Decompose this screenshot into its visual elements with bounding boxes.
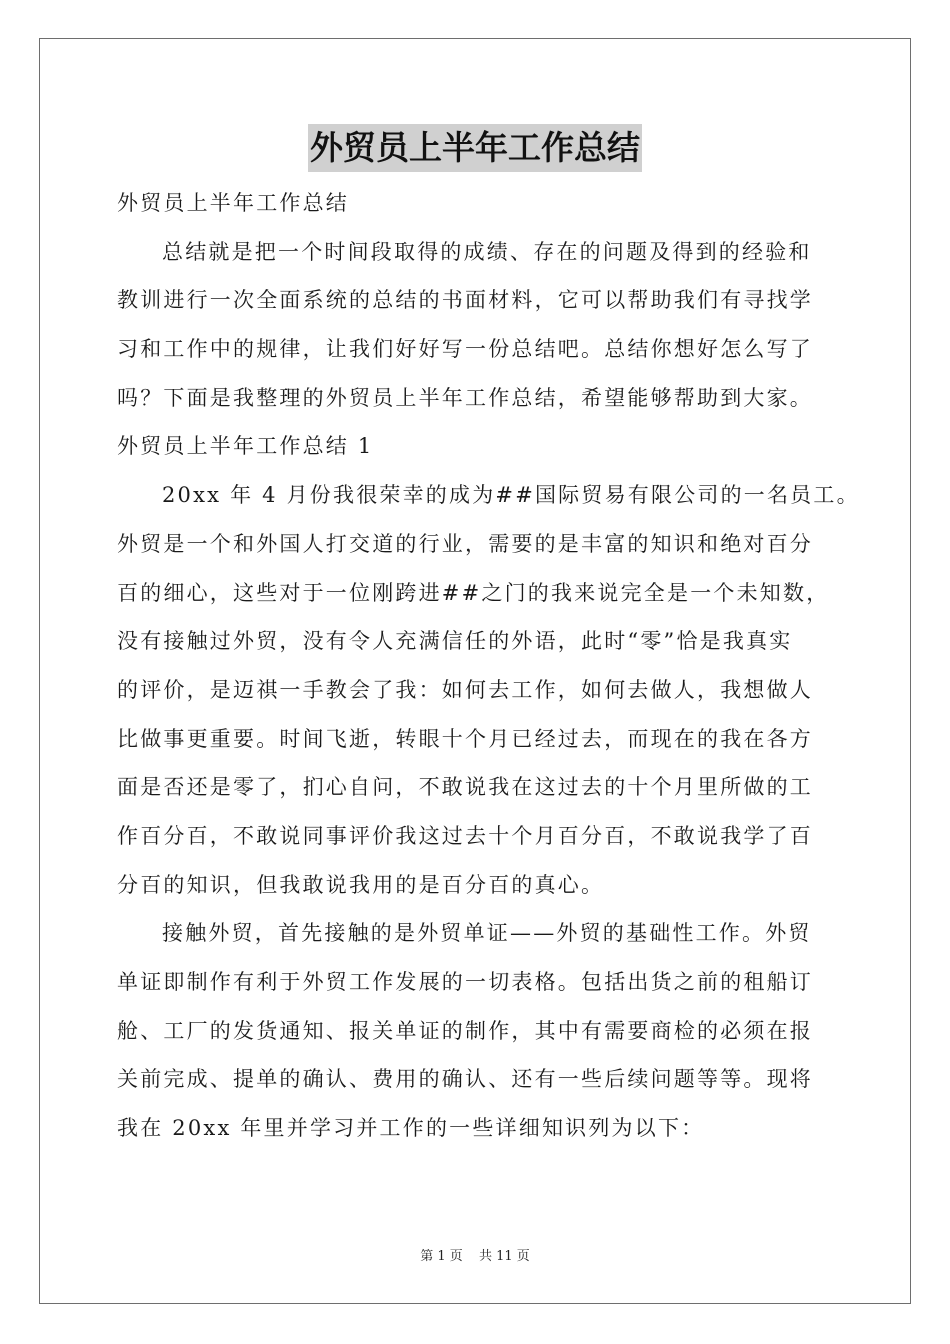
document-body xyxy=(117,179,860,1153)
paragraph-line: 单证即制作有利于外贸工作发展的一切表格。包括出货之前的租船订 xyxy=(117,970,813,994)
paragraph-line: 吗？下面是我整理的外贸员上半年工作总结，希望能够帮助到大家。 xyxy=(117,385,813,410)
page-total: 共 11 页 xyxy=(478,1249,530,1264)
paragraph-line: 舱、工厂的发货通知、报关单证的制作，其中有需要商检的必须在报 xyxy=(117,1018,813,1043)
page-footer xyxy=(0,1248,950,1266)
paragraph-line: 接触外贸，首先接触的是外贸单证——外贸的基础性工作。外贸 xyxy=(162,921,812,946)
page-number: 第 1 页 xyxy=(420,1249,463,1264)
paragraph-line: 外贸是一个和外国人打交道的行业，需要的是丰富的知识和绝对百分 xyxy=(117,531,813,556)
section-heading: 外贸员上半年工作总结 1 xyxy=(117,434,374,459)
paragraph-line: 关前完成、提单的确认、费用的确认、还有一些后续问题等等。现将 xyxy=(117,1067,813,1092)
paragraph-line: 20xx 年 4 月份我很荣幸的成为##国际贸易有限公司的一名员工。 xyxy=(162,483,860,508)
title-container xyxy=(0,124,950,172)
paragraph-line: 没有接触过外贸，没有令人充满信任的外语，此时“零”恰是我真实 xyxy=(117,629,793,654)
paragraph-line: 总结就是把一个时间段取得的成绩、存在的问题及得到的经验和 xyxy=(162,239,812,264)
paragraph-line: 我在 20xx 年里并学习并工作的一些详细知识列为以下： xyxy=(117,1116,705,1141)
subtitle-line: 外贸员上半年工作总结 xyxy=(117,191,349,215)
paragraph-line: 百的细心，这些对于一位刚跨进##之门的我来说完全是一个未知数， xyxy=(117,580,830,605)
paragraph-line: 比做事更重要。时间飞逝，转眼十个月已经过去，而现在的我在各方 xyxy=(117,726,813,751)
paragraph-line: 面是否还是零了，扪心自问，不敢说我在这过去的十个月里所做的工 xyxy=(117,775,813,800)
paragraph-line: 的评价，是迈祺一手教会了我：如何去工作，如何去做人，我想做人 xyxy=(117,677,813,702)
paragraph-line: 分百的知识，但我敢说我用的是百分百的真心。 xyxy=(117,872,605,897)
paragraph-line: 作百分百，不敢说同事评价我这过去十个月百分百，不敢说我学了百 xyxy=(117,823,813,848)
paragraph-line: 教训进行一次全面系统的总结的书面材料，它可以帮助我们有寻找学 xyxy=(117,288,813,313)
document-title: 外贸员上半年工作总结 xyxy=(308,124,642,172)
paragraph-line: 习和工作中的规律，让我们好好写一份总结吧。总结你想好怎么写了 xyxy=(117,337,813,362)
